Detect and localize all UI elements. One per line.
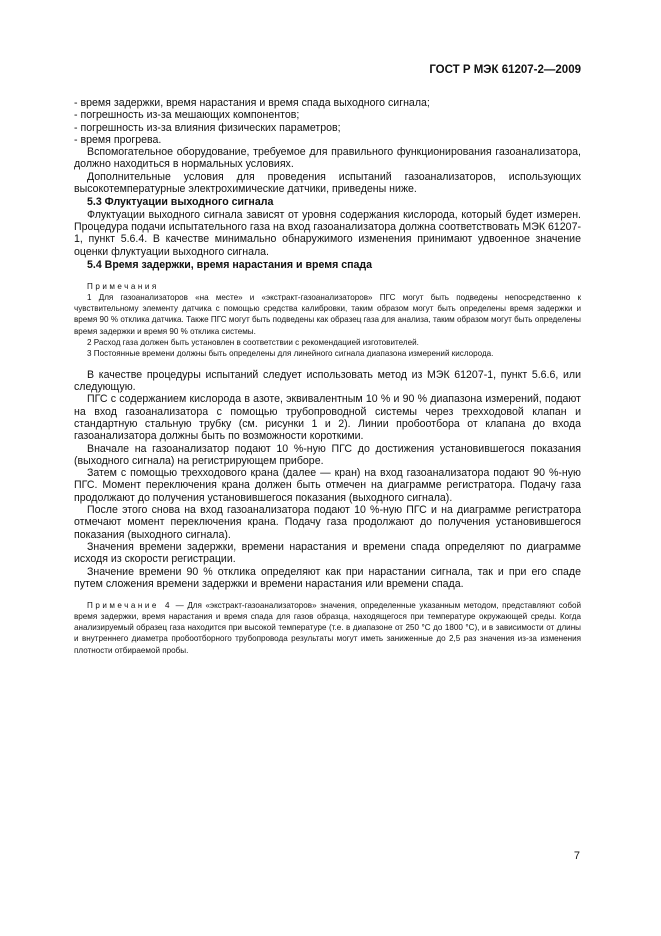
bullet-delay-times: - время задержки, время нарастания и время спада выходного сигнала;	[74, 97, 430, 109]
note-2: 2 Расход газа должен быть установлен в соответствии с рекомендацией изготовителей.	[87, 337, 419, 347]
bullet-warmup-time: - время прогрева.	[74, 133, 162, 146]
note-4	[74, 600, 581, 655]
note-4-label: Примечание 4	[87, 601, 172, 611]
paragraph-test-procedure: В качестве процедуры испытаний следует использовать метод из МЭК 61207-1, пункт 5.6.6, или следующую.	[74, 368, 581, 394]
note-4-text: — Для «экстракт-газоанализаторов» значения, определенные указанным методом, представляют собой время задержки, время нарастания и время спада для газов образца, находящегося при температуре окружающей среды. Когда анализируемый образец газа находится при высокой температуре (т.е. в диапазоне от 250 °C до 1800 °C), и в зависимости от длины и внутреннего диаметра пробоотборного трубопровода результаты могут иметь заниженные до 2,5 раз значения из-за изменения плотности отбираемой пробы.	[74, 601, 581, 655]
note-3: 3 Постоянные времени должны быть определены для линейного сигнала диапазона измерений кислорода.	[87, 348, 494, 358]
paragraph-pgs-supply: ПГС с содержанием кислорода в азоте, эквивалентным 10 % и 90 % диапазона измерений, подают на вход газоанализатора с помощью трубопроводной системы через трехходовой клапан и стандартную стальную трубку (см. рисунки 1 и 2). Линии пробоотбора от клапана до входа газоанализатора должны быть по возможности короткими.	[74, 393, 581, 443]
paragraph-switch-back: После этого снова на вход газоанализатора подают 10 %-ную ПГС и на диаграмме регистратора отмечают момент переключения крана. Подачу газа продолжают до получения установившегося показания (выходного сигнала).	[74, 504, 581, 541]
document-header: ГОСТ Р МЭК 61207-2—2009	[429, 64, 581, 76]
paragraph-5-3: Флуктуации выходного сигнала зависят от уровня содержания кислорода, который будет измерен. Процедура подачи испытательного газа на вход газоанализатора должна соответствовать МЭК 61207-1, пункт 5.6.4. В качестве минимально обнаружимого изменения принимают удвоенное значение оценки флуктуации выходного сигнала.	[74, 208, 581, 258]
note-1: 1 Для газоанализаторов «на месте» и «экстракт-газоанализаторов» ПГС могут быть подведены непосредственно к чувствительному элементу датчика с помощью средства калибровки, таким образом могут быть определены время задержки и время 90 % отклика датчика. Также ПГС могут быть подведены как образец газа для анализа, таким образом могут быть определены время задержки и время 90 % отклика системы.	[74, 293, 581, 336]
paragraph-valve-switch: Затем с помощью трехходового крана (далее — кран) на вход газоанализатора подают 90 %-ную ПГС. Момент переключения крана должен быть отмечен на диаграмме регистратора. Подачу газа продолжают до получения установившегося показания (выходного сигнала).	[74, 467, 581, 504]
paragraph-90-percent-response: Значение времени 90 % отклика определяют как при нарастании сигнала, так и при его спаде путем сложения времени задержки и времени нарастания или времени спада.	[74, 565, 581, 590]
bullet-interfering-components: - погрешность из-за мешающих компонентов;	[74, 109, 300, 122]
section-5-4-heading: 5.4 Время задержки, время нарастания и время спада	[87, 258, 372, 271]
paragraph-time-values: Значения времени задержки, времени нарастания и времени спада определяют по диаграмме исходя из скорости регистрации.	[74, 540, 581, 566]
page-body	[74, 97, 581, 656]
notes-heading: Примечания	[87, 282, 159, 292]
paragraph-first-step: Вначале на газоанализатор подают 10 %-ную ПГС до достижения установившегося показания (выходного сигнала) на регистрирующем приборе.	[74, 442, 581, 467]
paragraph-additional-conditions: Дополнительные условия для проведения испытаний газоанализаторов, использующих высокотемпературные электрохимические датчики, приведены ниже.	[74, 170, 581, 196]
page-number: 7	[573, 850, 580, 862]
paragraph-auxiliary-equipment: Вспомогательное оборудование, требуемое для правильного функционирования газоанализатора, должно находиться в нормальных условиях.	[74, 146, 581, 171]
section-5-3-heading: 5.3 Флуктуации выходного сигнала	[87, 196, 274, 209]
bullet-physical-parameters: - погрешность из-за влияния физических параметров;	[74, 121, 341, 134]
